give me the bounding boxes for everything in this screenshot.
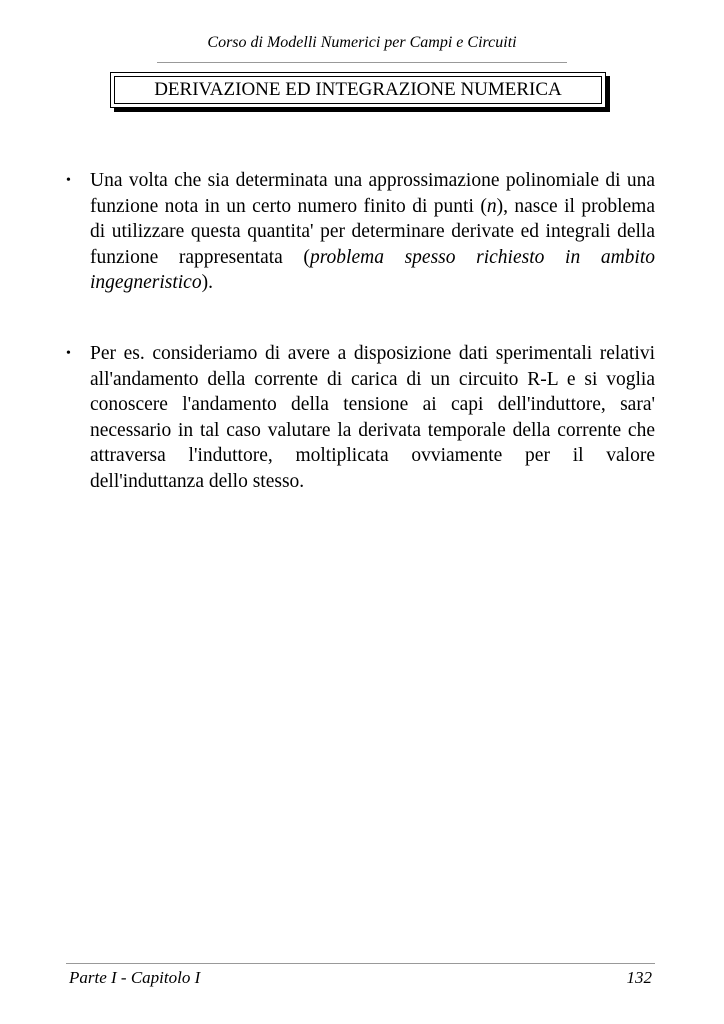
section-title: DERIVAZIONE ED INTEGRAZIONE NUMERICA bbox=[114, 76, 602, 104]
bullet-icon: • bbox=[66, 173, 71, 188]
header-divider bbox=[157, 62, 567, 63]
bullet-list-1 bbox=[66, 168, 655, 296]
running-header: Corso di Modelli Numerici per Campi e Circuiti bbox=[207, 34, 517, 51]
bullet-text-italic: problema spesso richiesto in ambito ingegneristico bbox=[90, 246, 655, 293]
bullet-text-part-2: ), nasce il problema di utilizzare questa quantita' per determinare derivate ed integrali della funzione rappresentata ( bbox=[90, 195, 655, 268]
bullet-icon: • bbox=[66, 346, 71, 361]
page-number: 132 bbox=[626, 968, 652, 987]
bullet-item-example bbox=[66, 341, 655, 494]
footer-divider bbox=[66, 963, 655, 964]
variable-n: n bbox=[486, 195, 497, 217]
bullet-item-approximation bbox=[66, 168, 655, 296]
bullet-text-part-1: Una volta che sia determinata una approssimazione polinomiale di una funzione nota in un certo numero finito di punti ( bbox=[90, 170, 655, 217]
bullet-list-2 bbox=[66, 341, 655, 494]
bullet-text: Per es. consideriamo di avere a disposizione dati sperimentali relativi all'andamento della corrente di carica di un circuito R-L e si voglia conoscere l'andamento della tensione ai capi dell'induttore, sara' necessario in tal caso valutare la derivata temporale della corrente che attraversa l'induttore, moltiplicata ovviamente per il valore dell'induttanza dello stesso. bbox=[90, 343, 655, 492]
bullet-text-part-3: ). bbox=[201, 272, 213, 293]
footer-chapter: Parte I - Capitolo I bbox=[69, 968, 201, 987]
section-title-box bbox=[110, 72, 606, 108]
